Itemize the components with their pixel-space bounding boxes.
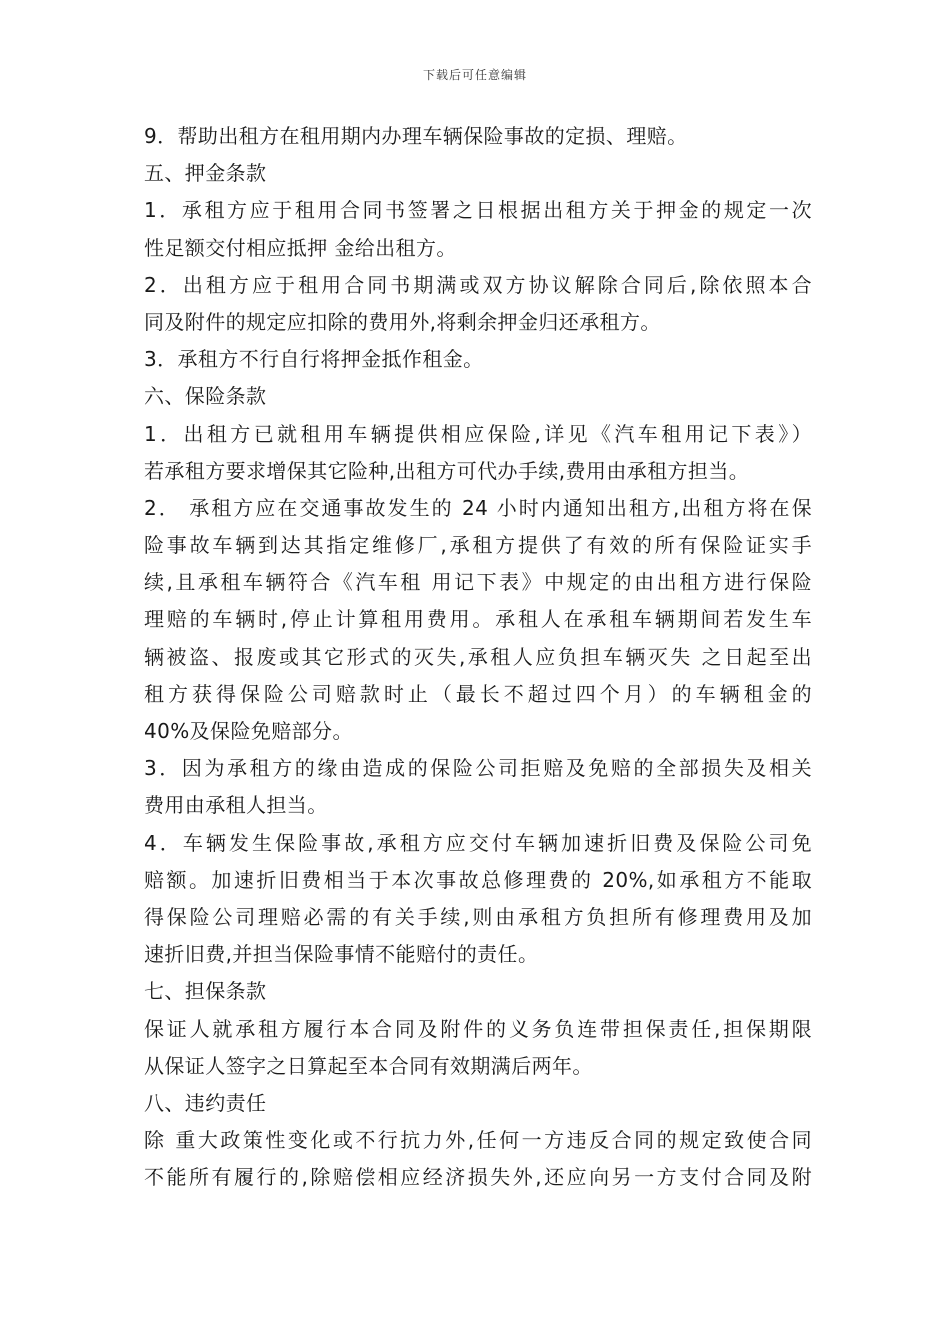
section-heading: 七、担保条款 [144,979,267,1004]
document-body [144,118,812,1196]
text-line: 40%及保险免赔部分。 [144,719,353,743]
text-line: 同及附件的规定应扣除的费用外,将剩余押金归还承租方。 [144,309,661,334]
text-line: 9．帮助出租方在租用期内办理车辆保险事故的定损、理赔。 [144,124,688,148]
text-line: 险事故车辆到达其指定维修厂,承租方提供了有效的所有保险证实手 [144,533,812,558]
text-line: 3．承租方不行自行将押金抵作租金。 [144,347,484,372]
text-line: 从保证人签字之日算起至本合同有效期满后两年。 [144,1053,593,1078]
text-line: 续,且承租车辆符合《汽车租 用记下表》中规定的由出租方进行保险 [144,570,812,595]
text-line: 2．出租方应于租用合同书期满或双方协议解除合同后,除依照本合 [144,272,812,297]
section-heading: 五、押金条款 [144,161,267,186]
text-line: 得保险公司理赔必需的有关手续,则由承租方负担所有修理费用及加 [144,904,812,929]
text-line: 理赔的车辆时,停止计算租用费用。承租人在承租车辆期间若发生车 [144,607,812,632]
text-line: 速折旧费,并担当保险事情不能赔付的责任。 [144,942,539,967]
text-line: 4．车辆发生保险事故,承租方应交付车辆加速折旧费及保险公司免 [144,830,812,855]
text-line: 性足额交付相应抵押 金给出租方。 [144,235,457,260]
text-line: 若承租方要求增保其它险种,出租方可代办手续,费用由承租方担当。 [144,458,750,483]
section-heading: 八、违约责任 [144,1090,267,1115]
text-line: 保证人就承租方履行本合同及附件的义务负连带担保责任,担保期限 [144,1016,812,1041]
text-line: 2． 承租方应在交通事故发生的 24 小时内通知出租方,出租方将在保 [144,495,812,520]
page-header: 下载后可任意编辑 [422,68,527,82]
section-heading: 六、保险条款 [144,384,267,409]
text-line: 3．因为承租方的缘由造成的保险公司拒赔及免赔的全部损失及相关 [144,756,812,781]
text-line: 1．承租方应于租用合同书签署之日根据出租方关于押金的规定一次 [144,198,812,223]
text-line: 辆被盗、报废或其它形式的灭失,承租人应负担车辆灭失 之日起至出 [144,644,812,669]
text-line: 赔额。加速折旧费相当于本次事故总修理费的 20%,如承租方不能取 [144,867,812,892]
text-line: 1．出租方已就租用车辆提供相应保险,详见《汽车租用记下表》） [144,421,812,446]
text-line: 不能所有履行的,除赔偿相应经济损失外,还应向另一方支付合同及附 [144,1165,812,1190]
text-line: 费用由承租人担当。 [144,793,328,818]
text-line: 除 重大政策性变化或不行抗力外,任何一方违反合同的规定致使合同 [144,1128,812,1153]
text-line: 租方获得保险公司赔款时止（最长不超过四个月）的车辆租金的 [144,681,812,706]
